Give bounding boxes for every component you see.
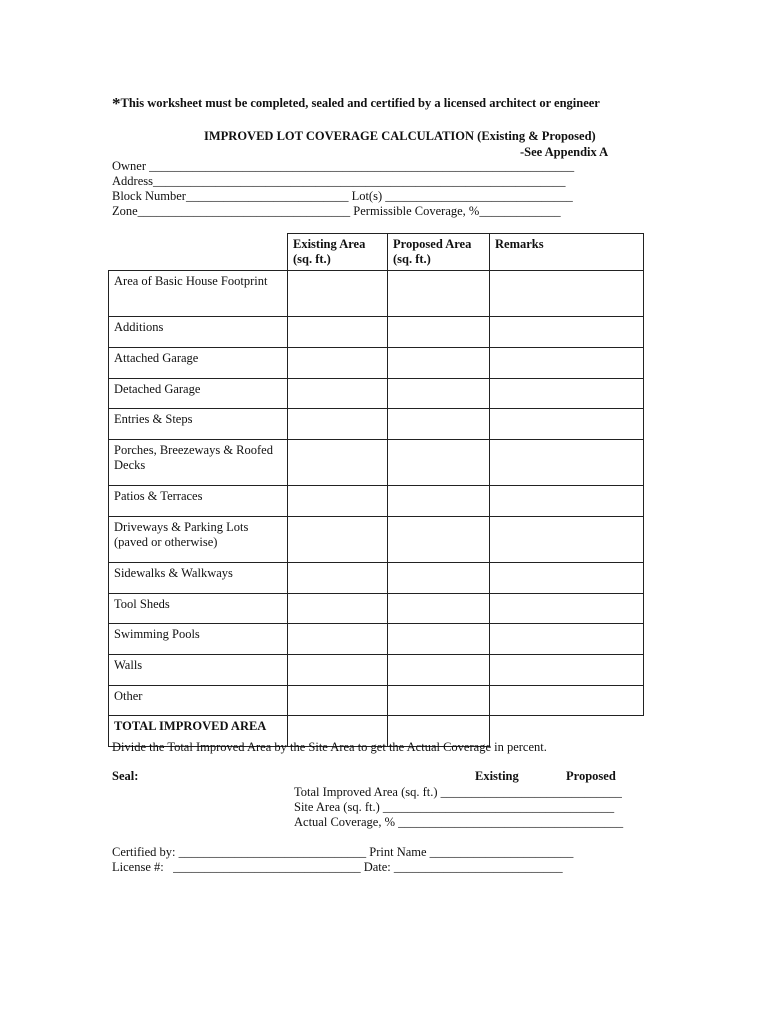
remarks-cell[interactable] bbox=[490, 348, 644, 379]
remarks-cell[interactable] bbox=[490, 594, 644, 624]
row-label: Driveways & Parking Lots (paved or otherwise) bbox=[109, 517, 288, 563]
block-lot-field[interactable]: Block Number__________________________ Lot(s) ______________________________ bbox=[112, 189, 573, 203]
remarks-cell[interactable] bbox=[490, 486, 644, 517]
table-header-row bbox=[109, 234, 644, 271]
existing-column-label: Existing bbox=[475, 769, 519, 783]
proposed-column-label: Proposed bbox=[566, 769, 616, 783]
table-row bbox=[109, 624, 644, 655]
proposed-area-cell[interactable] bbox=[388, 379, 490, 409]
remarks-cell[interactable] bbox=[490, 271, 644, 317]
remarks-cell[interactable] bbox=[490, 624, 644, 655]
proposed-area-cell[interactable] bbox=[388, 517, 490, 563]
proposed-area-cell[interactable] bbox=[388, 486, 490, 517]
table-row bbox=[109, 271, 644, 317]
certified-by-field[interactable]: Certified by: ______________________________ Print Name _______________________ bbox=[112, 845, 574, 859]
row-label: Additions bbox=[109, 317, 288, 348]
table-row bbox=[109, 348, 644, 379]
existing-area-cell[interactable] bbox=[288, 317, 388, 348]
row-label: Attached Garage bbox=[109, 348, 288, 379]
proposed-area-cell[interactable] bbox=[388, 409, 490, 440]
remarks-cell[interactable] bbox=[490, 317, 644, 348]
existing-area-cell[interactable] bbox=[288, 563, 388, 594]
address-field[interactable]: Address__________________________________________________________________ bbox=[112, 174, 566, 188]
remarks-cell[interactable] bbox=[490, 517, 644, 563]
total-label: TOTAL IMPROVED AREA bbox=[109, 716, 288, 747]
existing-area-cell[interactable] bbox=[288, 409, 388, 440]
table-row bbox=[109, 563, 644, 594]
coverage-table bbox=[108, 233, 644, 747]
remarks-cell[interactable] bbox=[490, 379, 644, 409]
existing-area-header: Existing Area (sq. ft.) bbox=[288, 234, 388, 271]
row-label: Detached Garage bbox=[109, 379, 288, 409]
existing-area-cell[interactable] bbox=[288, 594, 388, 624]
row-label: Porches, Breezeways & Roofed Decks bbox=[109, 440, 288, 486]
proposed-area-cell[interactable] bbox=[388, 655, 490, 686]
row-label: Area of Basic House Footprint bbox=[109, 271, 288, 317]
existing-area-cell[interactable] bbox=[288, 348, 388, 379]
table-row bbox=[109, 440, 644, 486]
existing-area-cell[interactable] bbox=[288, 486, 388, 517]
table-row bbox=[109, 594, 644, 624]
table-row bbox=[109, 317, 644, 348]
table-row bbox=[109, 686, 644, 716]
actual-coverage-field[interactable]: Actual Coverage, % ____________________________________ bbox=[294, 815, 624, 829]
notice-asterisk: * bbox=[112, 94, 121, 113]
seal-label: Seal: bbox=[112, 769, 139, 783]
existing-area-cell[interactable] bbox=[288, 271, 388, 317]
form-title: IMPROVED LOT COVERAGE CALCULATION (Existing & Proposed) bbox=[204, 129, 596, 143]
instructions-text: Divide the Total Improved Area by the Site Area to get the Actual Coverage in percent. bbox=[112, 740, 547, 754]
zone-coverage-field[interactable]: Zone__________________________________ Permissible Coverage, %_____________ bbox=[112, 204, 561, 218]
row-label: Swimming Pools bbox=[109, 624, 288, 655]
row-label: Entries & Steps bbox=[109, 409, 288, 440]
license-date-field[interactable]: License #: ______________________________ Date: ___________________________ bbox=[112, 860, 563, 874]
proposed-area-cell[interactable] bbox=[388, 348, 490, 379]
proposed-area-cell[interactable] bbox=[388, 271, 490, 317]
remarks-cell[interactable] bbox=[490, 686, 644, 716]
row-label: Walls bbox=[109, 655, 288, 686]
owner-field[interactable]: Owner ____________________________________________________________________ bbox=[112, 159, 575, 173]
remarks-cell[interactable] bbox=[490, 409, 644, 440]
remarks-cell[interactable] bbox=[490, 440, 644, 486]
proposed-area-cell[interactable] bbox=[388, 686, 490, 716]
site-area-field[interactable]: Site Area (sq. ft.) _____________________________________ bbox=[294, 800, 615, 814]
existing-area-cell[interactable] bbox=[288, 440, 388, 486]
table-row bbox=[109, 486, 644, 517]
row-label: Tool Sheds bbox=[109, 594, 288, 624]
notice-text: This worksheet must be completed, sealed and certified by a licensed architect or engineer bbox=[120, 96, 600, 110]
remarks-cell[interactable] bbox=[490, 655, 644, 686]
header-blank-cell bbox=[109, 234, 288, 271]
worksheet-notice bbox=[112, 96, 600, 111]
table-row bbox=[109, 655, 644, 686]
proposed-area-header: Proposed Area (sq. ft.) bbox=[388, 234, 490, 271]
row-label: Patios & Terraces bbox=[109, 486, 288, 517]
remarks-cell[interactable] bbox=[490, 563, 644, 594]
total-improved-area-field[interactable]: Total Improved Area (sq. ft.) _____________________________ bbox=[294, 785, 622, 799]
remarks-header: Remarks bbox=[490, 234, 644, 271]
table-row bbox=[109, 409, 644, 440]
row-label: Other bbox=[109, 686, 288, 716]
proposed-area-cell[interactable] bbox=[388, 317, 490, 348]
existing-area-cell[interactable] bbox=[288, 686, 388, 716]
proposed-area-cell[interactable] bbox=[388, 594, 490, 624]
existing-area-cell[interactable] bbox=[288, 379, 388, 409]
existing-area-cell[interactable] bbox=[288, 655, 388, 686]
table-row bbox=[109, 379, 644, 409]
row-label: Sidewalks & Walkways bbox=[109, 563, 288, 594]
table-row bbox=[109, 517, 644, 563]
existing-area-cell[interactable] bbox=[288, 624, 388, 655]
existing-area-cell[interactable] bbox=[288, 517, 388, 563]
proposed-area-cell[interactable] bbox=[388, 440, 490, 486]
appendix-reference: -See Appendix A bbox=[520, 145, 609, 159]
proposed-area-cell[interactable] bbox=[388, 563, 490, 594]
proposed-area-cell[interactable] bbox=[388, 624, 490, 655]
